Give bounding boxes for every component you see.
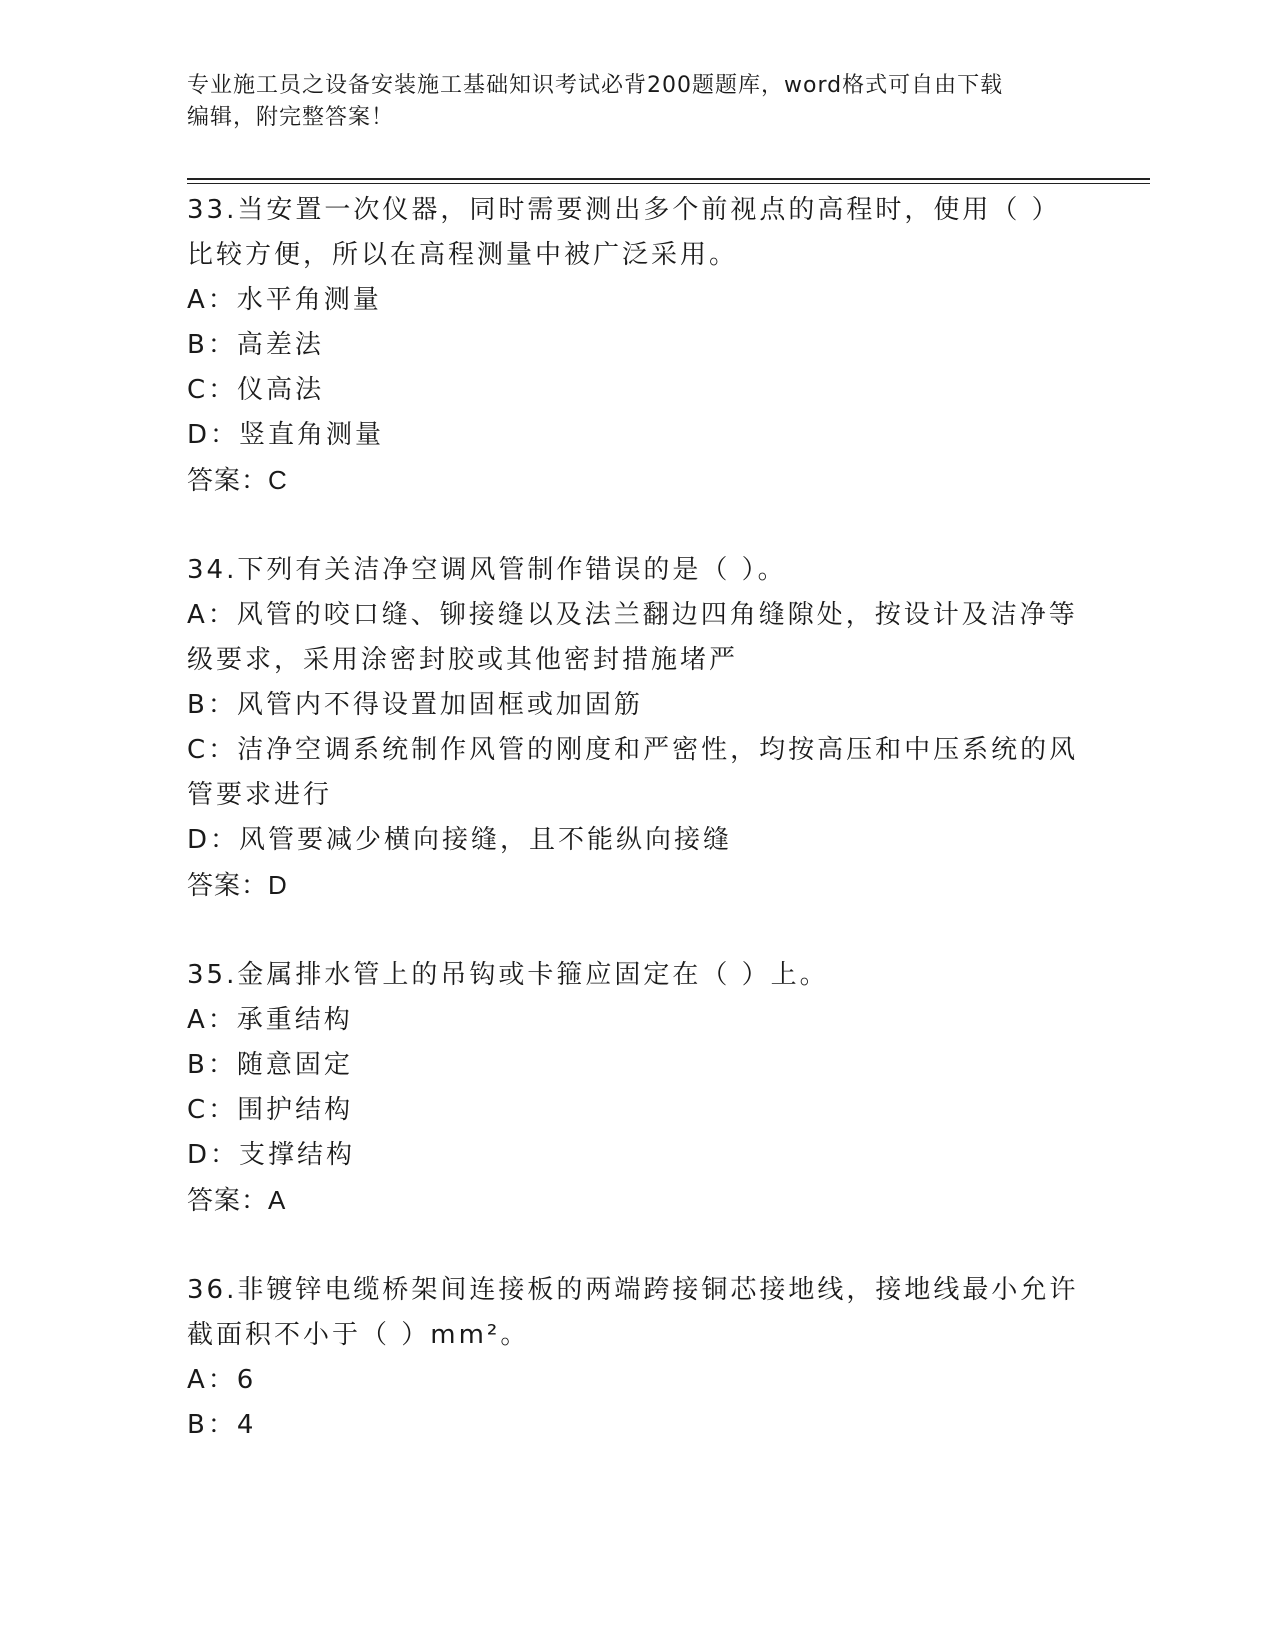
question-stem: 33.当安置一次仪器，同时需要测出多个前视点的高程时，使用（ ）	[187, 195, 1061, 225]
option-a: A：风管的咬口缝、铆接缝以及法兰翻边四角缝隙处，按设计及洁净等	[187, 600, 1078, 630]
option-a: A：6	[187, 1365, 257, 1395]
option-a: A：承重结构	[187, 1005, 353, 1035]
question-stem: 34.下列有关洁净空调风管制作错误的是（ ）。	[187, 555, 787, 585]
question-stem: 35.金属排水管上的吊钩或卡箍应固定在（ ）上。	[187, 960, 829, 990]
question-36	[187, 1268, 1087, 1448]
option-a-continued: 级要求，采用涂密封胶或其他密封措施堵严	[187, 645, 739, 675]
header-title-line-1: 专业施工员之设备安装施工基础知识考试必背200题题库，word格式可自由下载	[187, 73, 1004, 98]
option-b: B：4	[187, 1410, 257, 1440]
answer-line: 答案：A	[187, 1185, 287, 1215]
option-c-continued: 管要求进行	[187, 780, 333, 810]
header-divider-thin	[187, 183, 1150, 184]
option-b: B：风管内不得设置加固框或加固筋	[187, 690, 643, 720]
question-stem: 截面积不小于（ ）mm²。	[187, 1320, 530, 1350]
option-d: D：竖直角测量	[187, 420, 385, 450]
option-c: C：洁净空调系统制作风管的刚度和严密性，均按高压和中压系统的风	[187, 735, 1079, 765]
option-c: C：围护结构	[187, 1095, 354, 1125]
question-stem: 比较方便，所以在高程测量中被广泛采用。	[187, 240, 739, 270]
question-34	[187, 548, 1087, 908]
question-list	[187, 188, 1087, 1493]
question-35	[187, 953, 1087, 1223]
option-d: D：风管要减少横向接缝，且不能纵向接缝	[187, 825, 733, 855]
answer-line: 答案：D	[187, 870, 288, 900]
header-divider-thick	[187, 178, 1150, 180]
question-33	[187, 188, 1087, 503]
option-b: B：随意固定	[187, 1050, 353, 1080]
question-stem: 36.非镀锌电缆桥架间连接板的两端跨接铜芯接地线，接地线最小允许	[187, 1275, 1079, 1305]
document-header	[187, 70, 1067, 134]
option-c: C：仪高法	[187, 375, 325, 405]
option-b: B：高差法	[187, 330, 324, 360]
header-title-line-2: 编辑，附完整答案！	[187, 105, 395, 130]
answer-line: 答案：C	[187, 465, 288, 495]
option-a: A：水平角测量	[187, 285, 382, 315]
option-d: D：支撑结构	[187, 1140, 356, 1170]
